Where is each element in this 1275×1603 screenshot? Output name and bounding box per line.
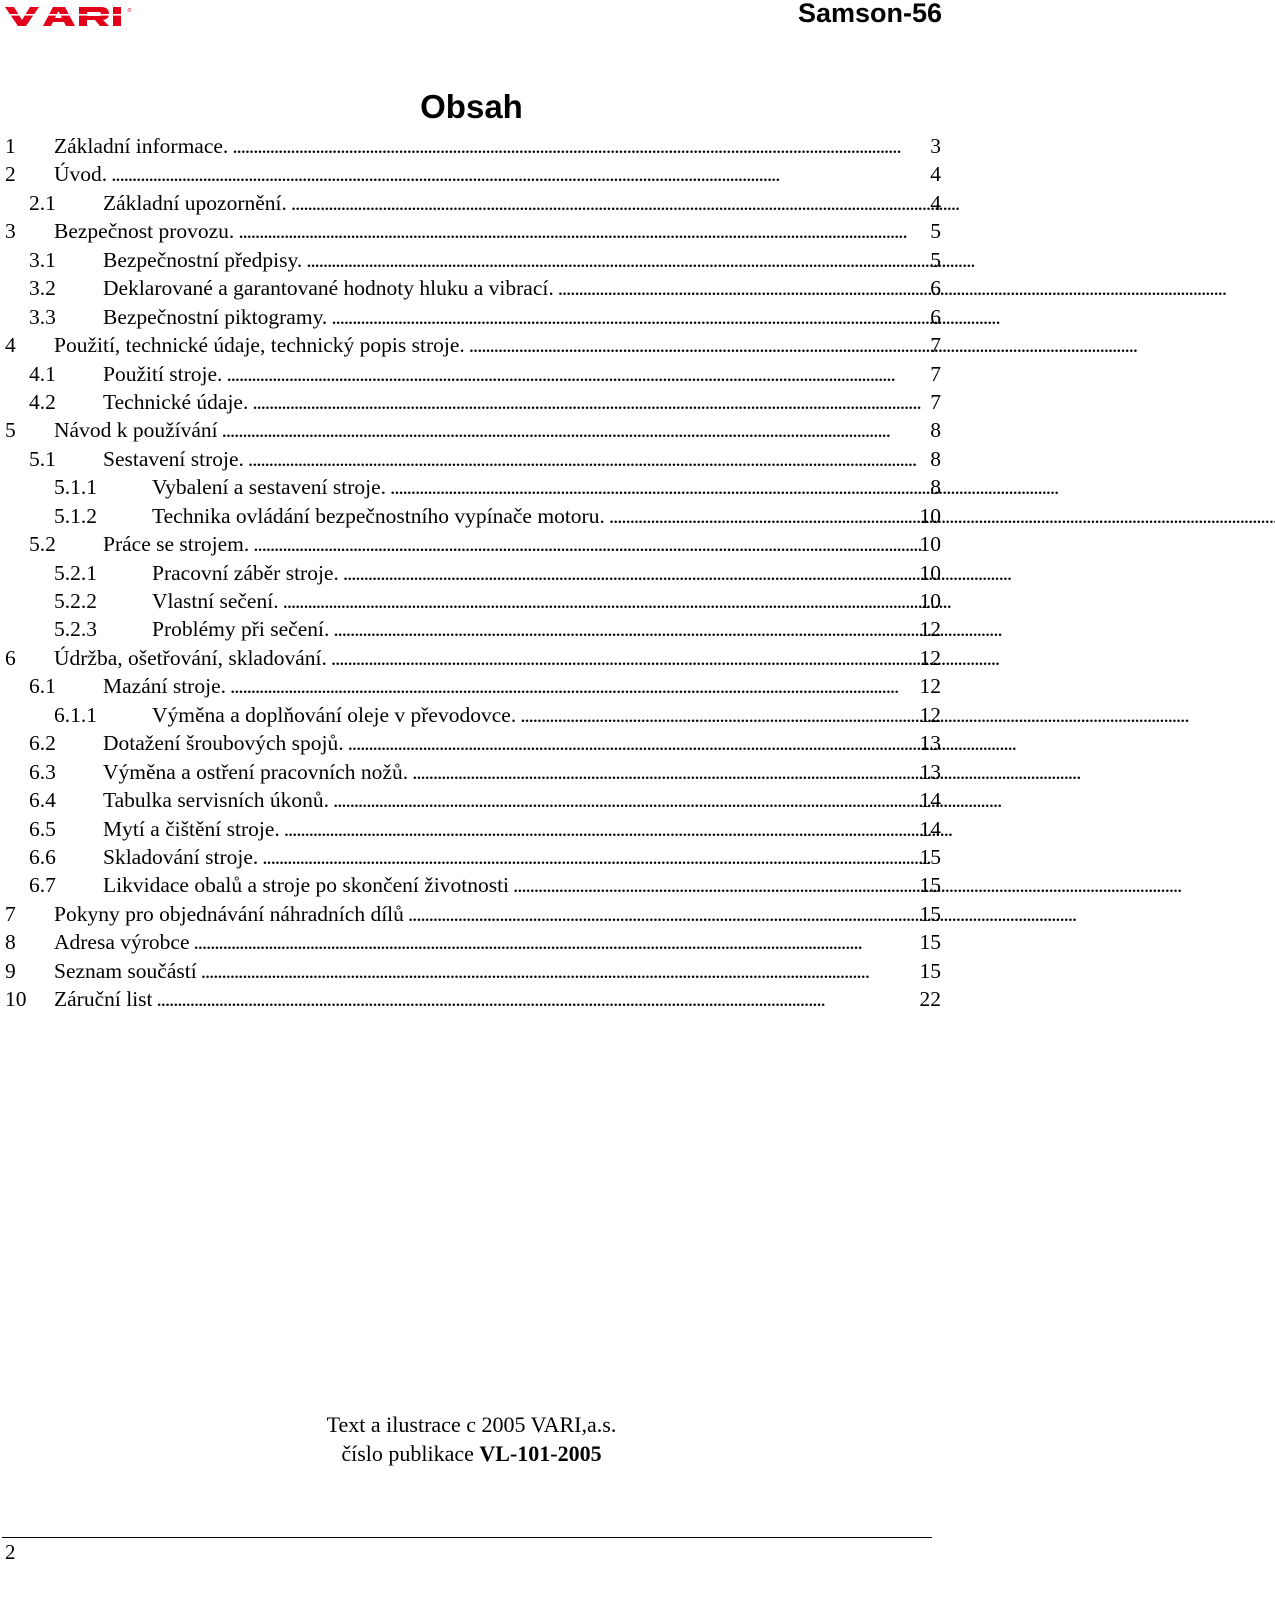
page-title: Obsah [420,88,523,125]
toc-entry-title: Pracovní záběr stroje. [152,560,339,585]
toc-entry-number: 8 [5,930,16,955]
toc-dot-leader [412,758,917,786]
toc-entry[interactable] [0,445,941,473]
toc-entry-title: Adresa výrobce [54,930,190,955]
toc-entry-page: 12 [919,617,941,642]
toc-entry-number: 6.2 [29,731,56,756]
model-name: Samson-56 [797,0,942,28]
toc-entry[interactable] [0,615,941,643]
toc-entry[interactable] [0,729,941,757]
toc-entry-title: Technika ovládání bezpečnostního vypínače motoru. [152,503,605,528]
toc-entry[interactable] [0,303,941,331]
toc-entry-number: 2.1 [29,190,56,215]
toc-entry-page: 5 [930,247,941,272]
publication-line [0,1439,943,1468]
toc-entry-title: Mazání stroje. [103,674,226,699]
toc-entry-title: Úvod. [54,162,108,187]
toc-entry-number: 5.2 [29,532,56,557]
toc-entry-number: 5.1 [29,446,56,471]
toc-entry-number: 6.1 [29,674,56,699]
toc-entry-title: Problémy při sečení. [152,617,330,642]
toc-dot-leader [284,815,918,843]
toc-entry[interactable] [0,843,941,871]
toc-entry-page: 14 [919,816,941,841]
toc-dot-leader [194,928,918,956]
toc-entry-number: 6.5 [29,816,56,841]
toc-entry-number: 6.6 [29,844,56,869]
toc-entry-number: 5.1.2 [54,503,97,528]
toc-dot-leader [609,502,918,530]
svg-text:®: ® [127,8,132,14]
toc-dot-leader [111,160,928,188]
copyright-line: Text a ilustrace c 2005 VARI,a.s. [326,1412,617,1437]
toc-entry[interactable] [0,900,941,928]
toc-dot-leader [333,786,918,814]
toc-entry-page: 8 [930,418,941,443]
toc-entry-title: Použití, technické údaje, technický popis stroje. [54,333,465,358]
table-of-contents [0,132,941,1014]
toc-entry-page: 22 [919,987,941,1012]
toc-entry-number: 6 [5,645,16,670]
toc-dot-leader [238,217,928,245]
toc-entry[interactable] [0,360,941,388]
toc-entry[interactable] [0,644,941,672]
toc-entry-page: 15 [919,901,941,926]
toc-entry-title: Likvidace obalů a stroje po skončení životnosti [103,873,510,898]
toc-entry[interactable] [0,530,941,558]
toc-entry[interactable] [0,502,941,530]
toc-entry-page: 8 [930,446,941,471]
toc-entry-title: Výměna a ostření pracovních nožů. [103,759,409,784]
toc-entry-title: Bezpečnostní piktogramy. [103,304,328,329]
toc-entry-title: Pokyny pro objednávání náhradních dílů [54,901,404,926]
toc-entry-title: Údržba, ošetřování, skladování. [54,645,327,670]
toc-entry-page: 6 [930,304,941,329]
toc-entry[interactable] [0,331,941,359]
toc-entry[interactable] [0,672,941,700]
toc-dot-leader [558,274,929,302]
toc-entry-number: 5.2.3 [54,617,97,642]
toc-entry-title: Vybalení a sestavení stroje. [152,475,387,500]
toc-entry-number: 10 [5,987,27,1012]
toc-entry-number: 6.4 [29,788,56,813]
toc-entry-title: Dotažení šroubových spojů. [103,731,344,756]
toc-entry-number: 6.7 [29,873,56,898]
toc-entry[interactable] [0,701,941,729]
toc-entry-page: 4 [930,190,941,215]
page-number: 2 [5,1540,16,1564]
toc-entry[interactable] [0,928,941,956]
vari-logo [3,4,131,28]
toc-entry-title: Výměna a doplňování oleje v převodovce. [152,702,517,727]
toc-entry-title: Technické údaje. [103,389,249,414]
toc-entry-number: 3.2 [29,276,56,301]
toc-entry-page: 10 [919,560,941,585]
toc-entry-title: Skladování stroje. [103,844,259,869]
toc-entry-page: 15 [919,930,941,955]
toc-entry-number: 9 [5,958,16,983]
publication-number: VL-101-2005 [479,1441,602,1466]
toc-entry[interactable] [0,957,941,985]
toc-entry-page: 14 [919,788,941,813]
toc-entry-number: 5.2.1 [54,560,97,585]
toc-dot-leader [520,701,917,729]
toc-entry-number: 5 [5,418,16,443]
toc-dot-leader [513,871,917,899]
toc-entry-page: 7 [930,361,941,386]
toc-entry[interactable] [0,388,941,416]
publication-prefix: číslo publikace [341,1441,480,1466]
toc-entry[interactable] [0,758,941,786]
toc-dot-leader [262,843,917,871]
toc-entry-title: Tabulka servisních úkonů. [103,788,329,813]
toc-entry-number: 3 [5,219,16,244]
toc-dot-leader [201,957,918,985]
toc-entry-title: Návod k používání [54,418,218,443]
toc-entry-page: 3 [930,134,941,158]
toc-entry-number: 1 [5,134,16,158]
toc-entry[interactable] [0,871,941,899]
toc-dot-leader [331,644,918,672]
toc-entry-page: 7 [930,389,941,414]
toc-dot-leader [333,615,917,643]
toc-entry[interactable] [0,416,941,444]
toc-dot-leader [230,672,918,700]
toc-entry[interactable] [0,160,941,188]
toc-entry-title: Práce se strojem. [103,532,250,557]
toc-entry-title: Záruční list [54,987,153,1012]
toc-entry-page: 15 [919,873,941,898]
toc-entry-page: 10 [919,589,941,613]
toc-entry-title: Vlastní sečení. [152,589,279,613]
toc-entry[interactable] [0,559,941,587]
toc-entry-number: 4 [5,333,16,358]
toc-dot-leader [253,530,917,558]
toc-entry-title: Základní upozornění. [103,190,287,215]
page-header [0,0,960,40]
toc-entry-number: 5.2.2 [54,589,97,613]
toc-dot-leader [157,985,918,1013]
toc-entry-page: 5 [930,219,941,244]
toc-entry-page: 12 [919,702,941,727]
toc-entry[interactable] [0,132,941,160]
toc-entry-page: 15 [919,844,941,869]
toc-entry-title: Použití stroje. [103,361,223,386]
toc-dot-leader [232,132,928,160]
toc-entry-title: Bezpečnost provozu. [54,219,235,244]
toc-entry-page: 10 [919,503,941,528]
toc-entry-number: 4.1 [29,361,56,386]
toc-entry-page: 4 [930,162,941,187]
toc-entry-number: 3.3 [29,304,56,329]
toc-entry[interactable] [0,786,941,814]
toc-entry[interactable] [0,217,941,245]
toc-entry-page: 6 [930,276,941,301]
toc-entry-title: Sestavení stroje. [103,446,244,471]
toc-dot-leader [283,587,918,615]
toc-dot-leader [408,900,918,928]
toc-entry-page: 7 [930,333,941,358]
toc-entry[interactable] [0,815,941,843]
toc-entry-page: 13 [919,759,941,784]
toc-entry-number: 7 [5,901,16,926]
toc-entry-number: 4.2 [29,389,56,414]
toc-entry[interactable] [0,246,941,274]
toc-entry-page: 13 [919,731,941,756]
toc-dot-leader [390,473,928,501]
toc-dot-leader [469,331,928,359]
toc-entry-page: 8 [930,475,941,500]
footer-credit [0,1410,943,1468]
toc-entry[interactable] [0,473,941,501]
toc-entry-number: 2 [5,162,16,187]
toc-entry-page: 15 [919,958,941,983]
toc-entry-title: Mytí a čištění stroje. [103,816,280,841]
toc-entry-title: Deklarované a garantované hodnoty hluku a vibrací. [103,276,554,301]
toc-entry-title: Seznam součástí [54,958,197,983]
toc-dot-leader [252,388,928,416]
toc-dot-leader [222,416,929,444]
toc-entry[interactable] [0,985,941,1013]
toc-entry-page: 10 [919,532,941,557]
toc-entry-title: Bezpečnostní předpisy. [103,247,303,272]
toc-dot-leader [306,246,928,274]
toc-entry-number: 3.1 [29,247,56,272]
footer-divider [2,1537,932,1538]
toc-dot-leader [348,729,918,757]
toc-dot-leader [331,303,928,331]
toc-dot-leader [226,360,928,388]
toc-dot-leader [248,445,928,473]
toc-dot-leader [343,559,918,587]
toc-entry-number: 5.1.1 [54,475,97,500]
toc-entry-page: 12 [919,674,941,699]
toc-entry-number: 6.1.1 [54,702,97,727]
toc-entry[interactable] [0,587,941,615]
toc-entry-number: 6.3 [29,759,56,784]
toc-entry-page: 12 [919,645,941,670]
toc-entry[interactable] [0,274,941,302]
toc-entry[interactable] [0,189,941,217]
toc-entry-title: Základní informace. [54,134,229,158]
toc-dot-leader [291,189,928,217]
